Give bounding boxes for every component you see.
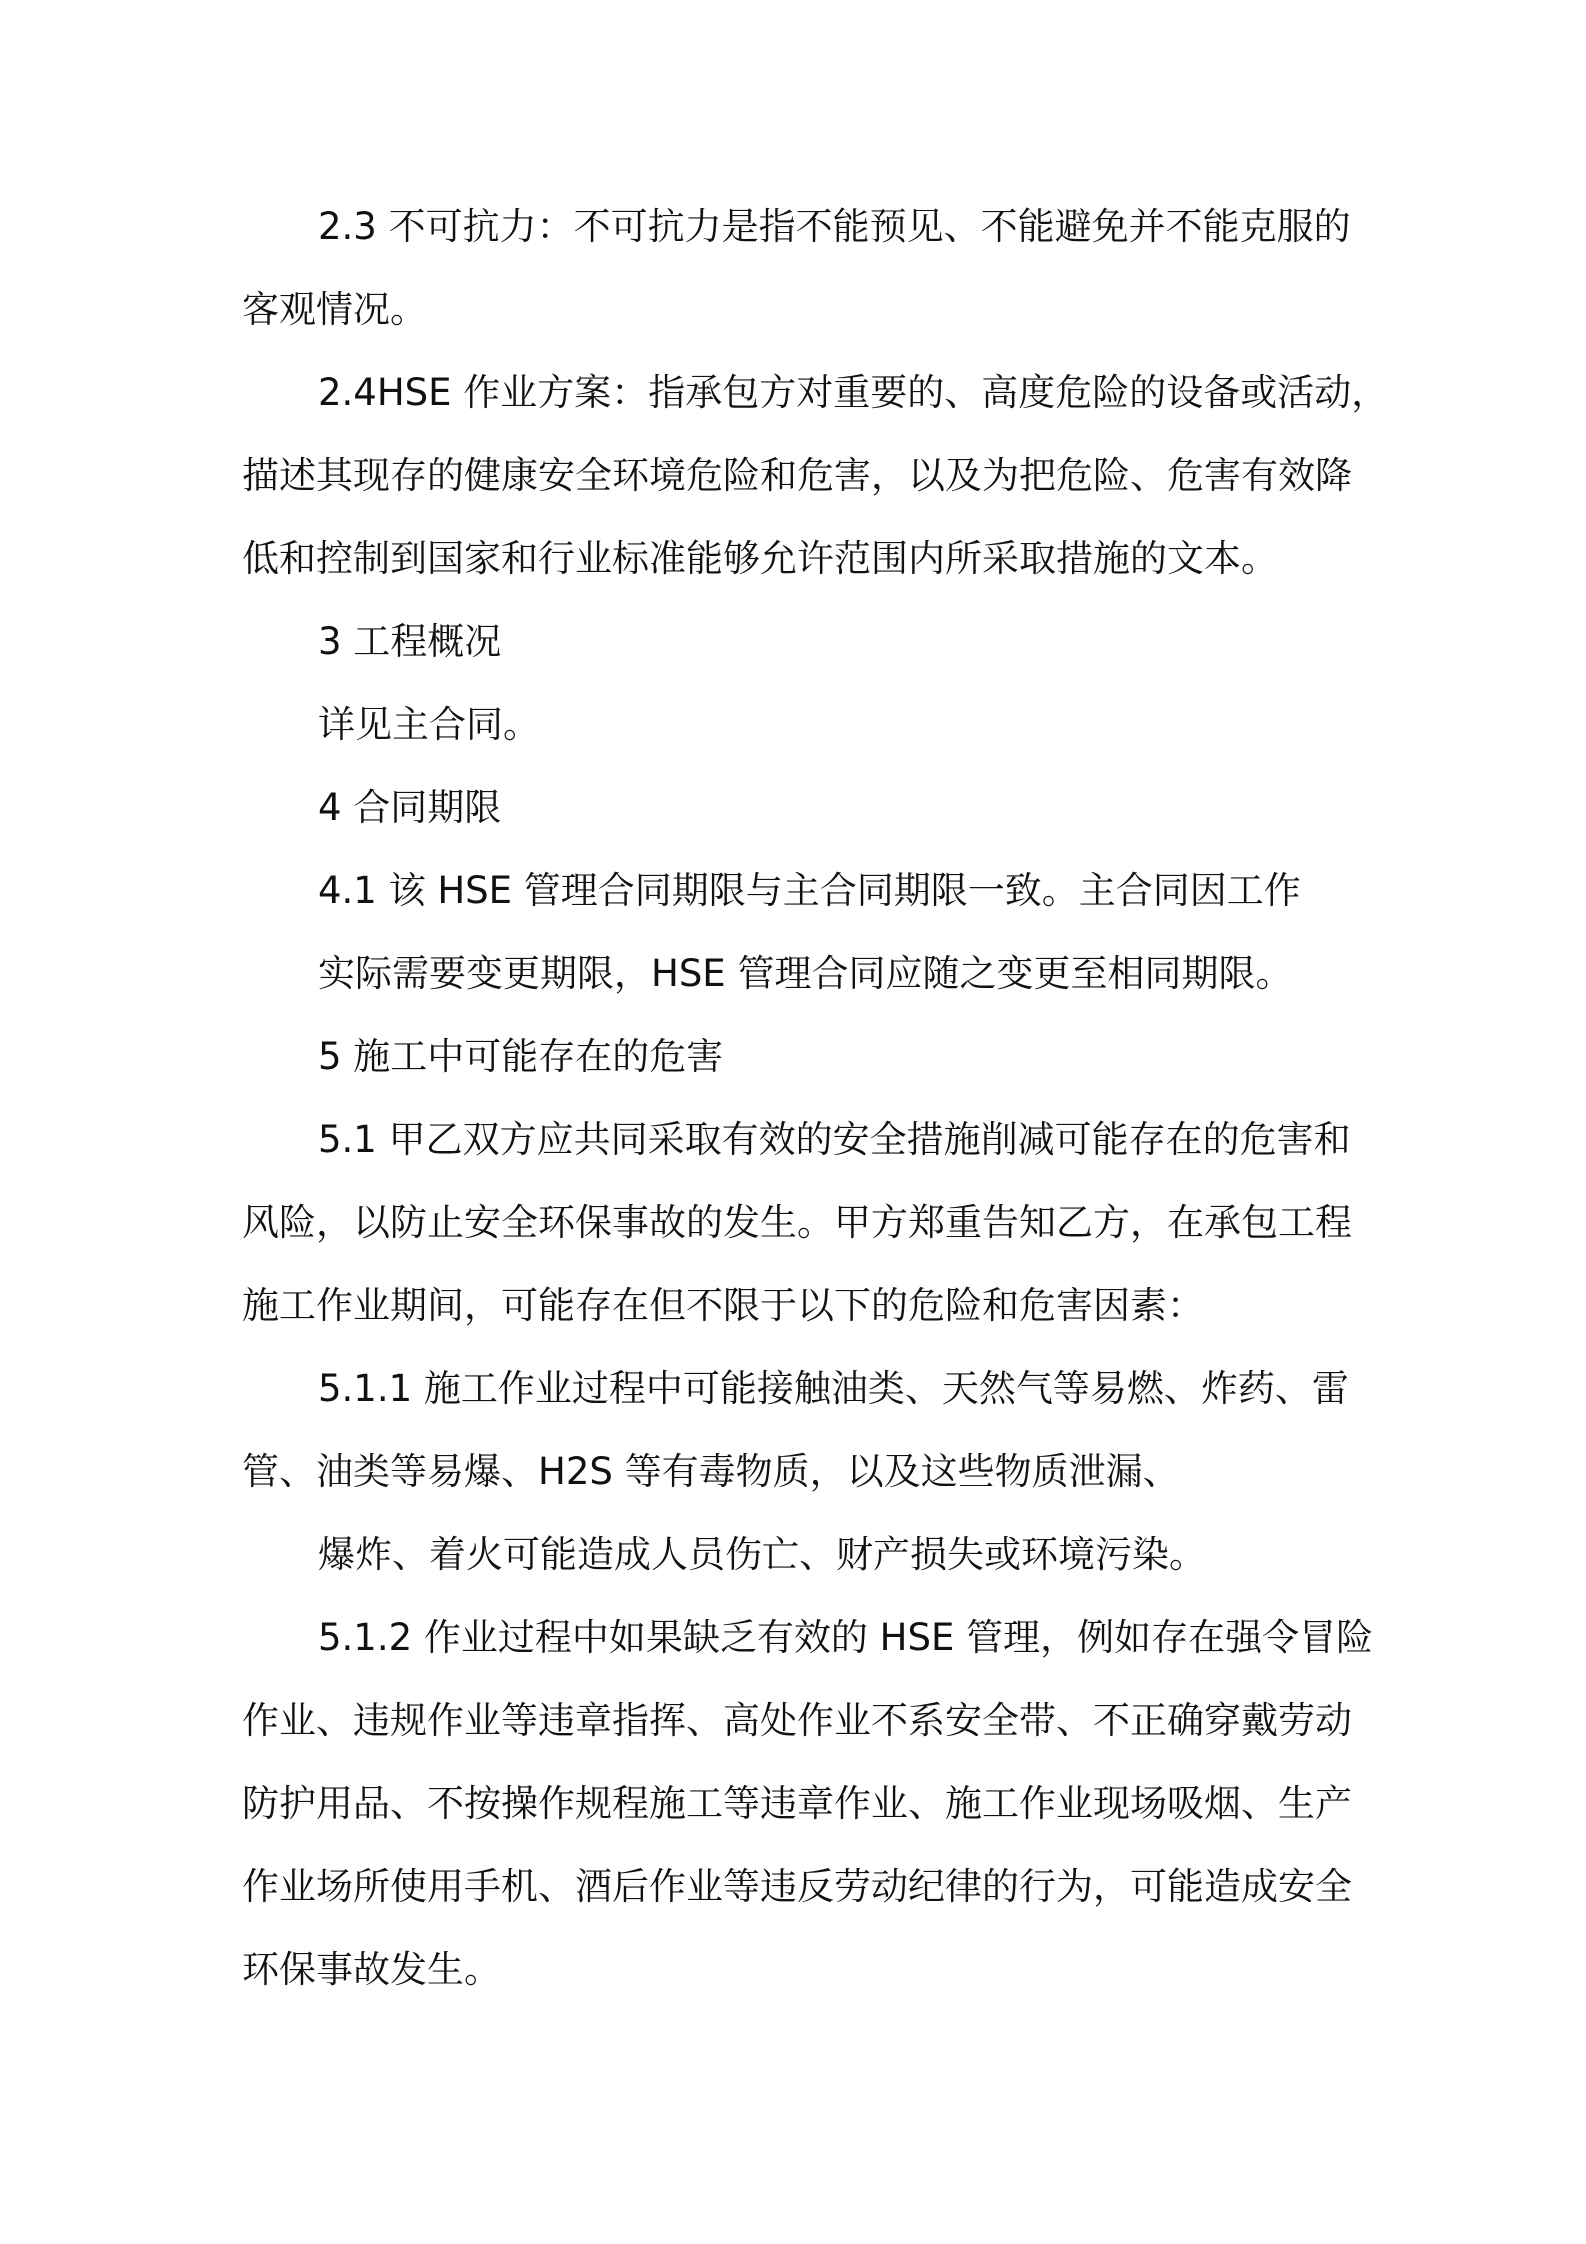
clause-5-1-line-1: 5.1 甲乙双方应共同采取有效的安全措施削减可能存在的危害和 [318, 1118, 1351, 1161]
clause-5-1-2-line-5: 环保事故发生。 [242, 1948, 501, 1991]
clause-4-1-line-2: 实际需要变更期限，HSE 管理合同应随之变更至相同期限。 [318, 952, 1293, 995]
clause-5-1-2-line-3: 防护用品、不按操作规程施工等违章作业、施工作业现场吸烟、生产 [242, 1782, 1352, 1825]
clause-2-3-line-2: 客观情况。 [242, 288, 427, 331]
clause-2-4-line-3: 低和控制到国家和行业标准能够允许范围内所采取措施的文本。 [242, 537, 1278, 580]
clause-5-1-line-2: 风险，以防止安全环保事故的发生。甲方郑重告知乙方，在承包工程 [242, 1201, 1352, 1244]
clause-2-3-line-1: 2.3 不可抗力：不可抗力是指不能预见、不能避免并不能克服的 [318, 205, 1351, 248]
clause-2-4-line-1: 2.4HSE 作业方案：指承包方对重要的、高度危险的设备或活动， [318, 371, 1389, 414]
clause-5-1-2-line-1: 5.1.2 作业过程中如果缺乏有效的 HSE 管理，例如存在强令冒险 [318, 1616, 1374, 1659]
section-3-body: 详见主合同。 [318, 703, 540, 746]
clause-5-1-2-line-4: 作业场所使用手机、酒后作业等违反劳动纪律的行为，可能造成安全 [242, 1865, 1352, 1908]
clause-5-1-1-line-3: 爆炸、着火可能造成人员伤亡、财产损失或环境污染。 [318, 1533, 1206, 1576]
clause-5-1-2-line-2: 作业、违规作业等违章指挥、高处作业不系安全带、不正确穿戴劳动 [242, 1699, 1352, 1742]
clause-4-1-line-1: 4.1 该 HSE 管理合同期限与主合同期限一致。主合同因工作 [318, 869, 1301, 912]
section-3-heading: 3 工程概况 [318, 620, 502, 663]
clause-5-1-1-line-1: 5.1.1 施工作业过程中可能接触油类、天然气等易燃、炸药、雷 [318, 1367, 1349, 1410]
clause-2-4-line-2: 描述其现存的健康安全环境危险和危害，以及为把危险、危害有效降 [242, 454, 1352, 497]
section-4-heading: 4 合同期限 [318, 786, 502, 829]
clause-5-1-1-line-2: 管、油类等易爆、H2S 等有毒物质，以及这些物质泄漏、 [242, 1450, 1180, 1493]
clause-5-1-line-3: 施工作业期间，可能存在但不限于以下的危险和危害因素： [242, 1284, 1204, 1327]
section-5-heading: 5 施工中可能存在的危害 [318, 1035, 724, 1078]
